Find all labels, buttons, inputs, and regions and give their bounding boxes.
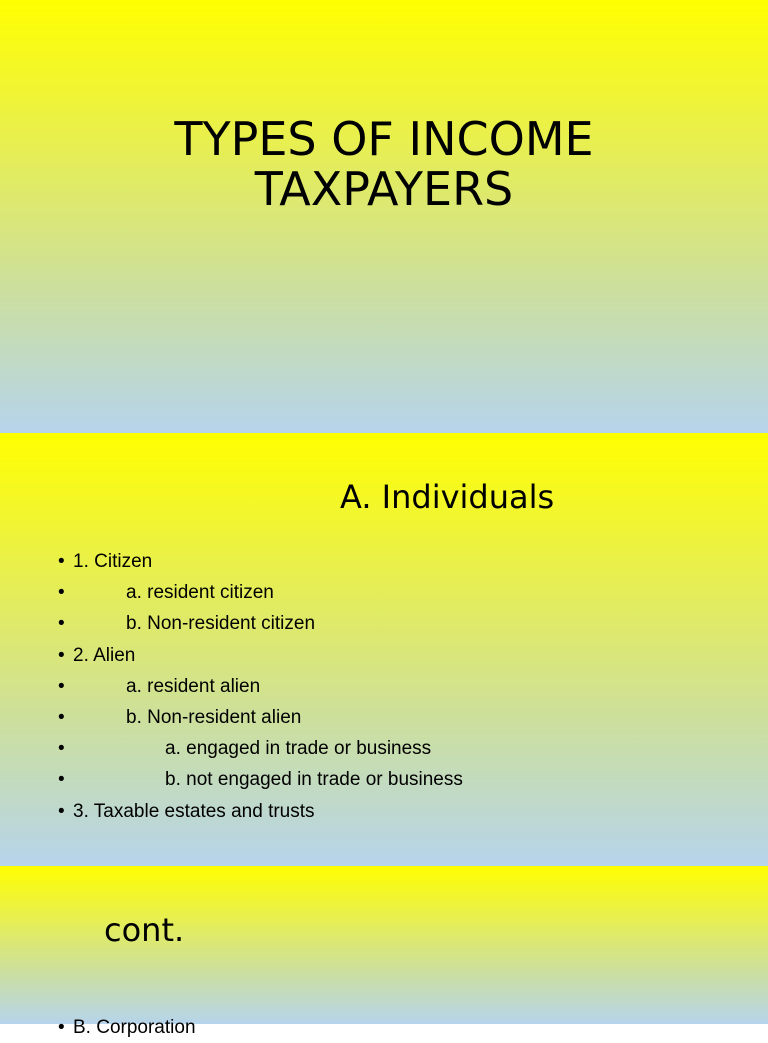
bullet-marker: • xyxy=(58,800,65,822)
bullet-marker: • xyxy=(58,1017,65,1038)
bullet-marker: • xyxy=(58,613,65,635)
bullet-text: 3. Taxable estates and trusts xyxy=(73,800,315,822)
bullet-text: 1. Citizen xyxy=(73,551,153,572)
bullet-text: b. Non-resident alien xyxy=(126,706,302,728)
partial-bullet xyxy=(58,1012,196,1043)
bullet-text: B. Corporation xyxy=(73,1017,196,1038)
bullet-marker: • xyxy=(58,551,65,572)
bullet-marker: • xyxy=(58,706,65,728)
bullet-marker: • xyxy=(58,738,65,760)
slide-title-heading xyxy=(0,114,768,214)
bullet-marker: • xyxy=(58,675,65,697)
bullet-marker: • xyxy=(58,644,65,666)
bullet-marker: • xyxy=(58,769,65,791)
bullet-text: b. not engaged in trade or business xyxy=(165,769,463,791)
slide-heading: A. Individuals xyxy=(340,478,555,516)
slide-title xyxy=(0,0,768,433)
bullet-text: a. engaged in trade or business xyxy=(165,738,432,760)
bullet-marker: • xyxy=(58,582,65,604)
title-line-2: TAXPAYERS xyxy=(254,162,514,216)
bullet-text: a. resident citizen xyxy=(126,582,274,604)
bullet-text: a. resident alien xyxy=(126,675,261,697)
slide-individuals xyxy=(0,433,768,866)
slide-cont xyxy=(0,866,768,1038)
slide-heading: cont. xyxy=(104,911,185,949)
bullet-text: b. Non-resident citizen xyxy=(126,613,316,635)
bullet-text: 2. Alien xyxy=(73,644,136,666)
title-line-1: TYPES OF INCOME xyxy=(174,112,594,166)
